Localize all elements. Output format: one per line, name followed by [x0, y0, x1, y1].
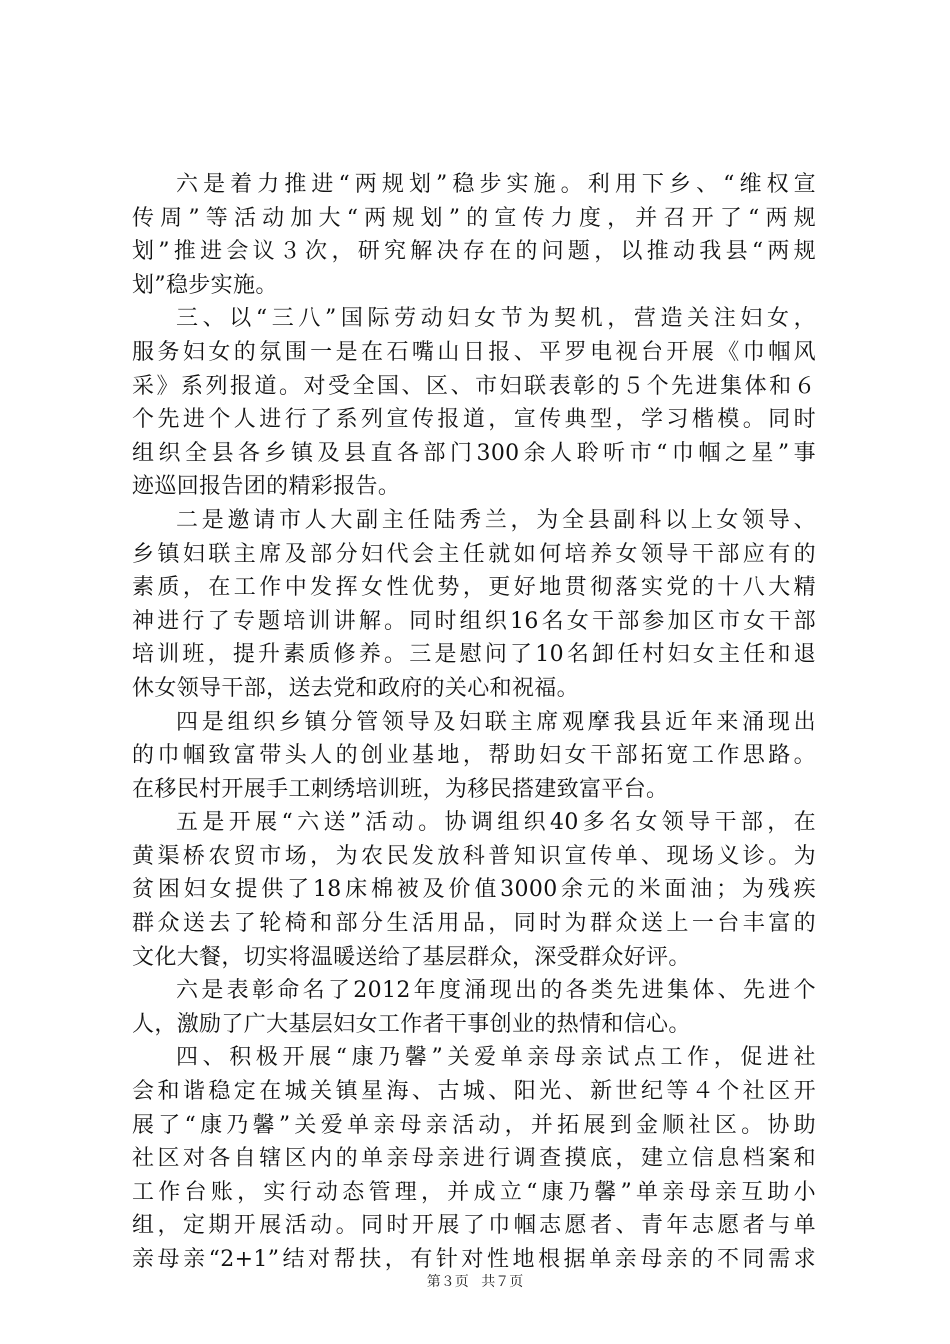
text-line: 群众送去了轮椅和部分生活用品，同时为群众送上一台丰富的: [132, 911, 816, 937]
text-line: 四是组织乡镇分管领导及妇联主席观摩我县近年来涌现出: [176, 709, 816, 735]
text-line: 神进行了专题培训讲解。同时组织16名女干部参加区市女干部: [132, 608, 816, 634]
text-line: 迹巡回报告团的精彩报告。: [132, 474, 401, 500]
text-line: 的巾帼致富带头人的创业基地，帮助妇女干部拓宽工作思路。: [132, 743, 816, 769]
text-line: 休女领导干部，送去党和政府的关心和祝福。: [132, 675, 580, 701]
page-footer: [0, 1272, 950, 1292]
page-number: 第３页: [426, 1274, 469, 1290]
text-line: 人，激励了广大基层妇女工作者干事创业的热情和信心。: [132, 1011, 691, 1037]
text-line: 亲母亲“2+1”结对帮扶，有针对性地根据单亲母亲的不同需求: [132, 1247, 816, 1272]
text-line: 乡镇妇联主席及部分妇代会主任就如何培养女领导干部应有的: [132, 541, 816, 567]
text-line: 在移民村开展手工刺绣培训班，为移民搭建致富平台。: [132, 776, 669, 802]
text-line: 传周”等活动加大“两规划”的宣传力度，并召开了“两规: [132, 205, 816, 231]
text-line: 培训班，提升素质修养。三是慰问了10名卸任村妇女主任和退: [132, 642, 816, 668]
total-pages: 共７页: [481, 1274, 524, 1290]
text-line: 划”稳步实施。: [132, 272, 278, 298]
text-line: 社区对各自辖区内的单亲母亲进行调查摸底，建立信息档案和: [132, 1146, 816, 1172]
text-line: 个先进个人进行了系列宣传报道，宣传典型，学习楷模。同时: [132, 407, 816, 433]
text-line: 服务妇女的氛围一是在石嘴山日报、平罗电视台开展《巾帼风: [132, 339, 816, 365]
text-line: 采》系列报道。对受全国、区、市妇联表彰的５个先进集体和６: [132, 373, 816, 399]
text-line: 文化大餐，切实将温暖送给了基层群众，深受群众好评。: [132, 944, 691, 970]
text-line: 划”推进会议３次，研究解决存在的问题，以推动我县“两规: [132, 239, 816, 265]
text-line: 二是邀请市人大副主任陆秀兰，为全县副科以上女领导、: [176, 507, 816, 533]
text-line: 组，定期开展活动。同时开展了巾帼志愿者、青年志愿者与单: [132, 1213, 816, 1239]
text-line: 展了“康乃馨”关爱单亲母亲活动，并拓展到金顺社区。协助: [132, 1112, 816, 1138]
text-line: 贫困妇女提供了18床棉被及价值3000余元的米面油；为残疾: [132, 877, 816, 903]
text-line: 五是开展“六送”活动。协调组织40多名女领导干部，在: [176, 810, 816, 836]
text-line: 组织全县各乡镇及县直各部门300余人聆听市“巾帼之星”事: [132, 440, 816, 466]
text-line: 会和谐稳定在城关镇星海、古城、阳光、新世纪等４个社区开: [132, 1079, 816, 1105]
text-line: 四、积极开展“康乃馨”关爱单亲母亲试点工作，促进社: [176, 1045, 816, 1071]
text-line: 六是表彰命名了2012年度涌现出的各类先进集体、先进个: [176, 978, 816, 1004]
text-line: 素质，在工作中发挥女性优势，更好地贯彻落实党的十八大精: [132, 575, 816, 601]
text-line: 工作台账，实行动态管理，并成立“康乃馨”单亲母亲互助小: [132, 1179, 816, 1205]
body-text: [132, 168, 816, 1277]
text-line: 三、以“三八”国际劳动妇女节为契机，营造关注妇女，: [176, 306, 816, 332]
text-line: 黄渠桥农贸市场，为农民发放科普知识宣传单、现场义诊。为: [132, 843, 816, 869]
text-line: 六是着力推进“两规划”稳步实施。利用下乡、“维权宣: [176, 172, 816, 197]
